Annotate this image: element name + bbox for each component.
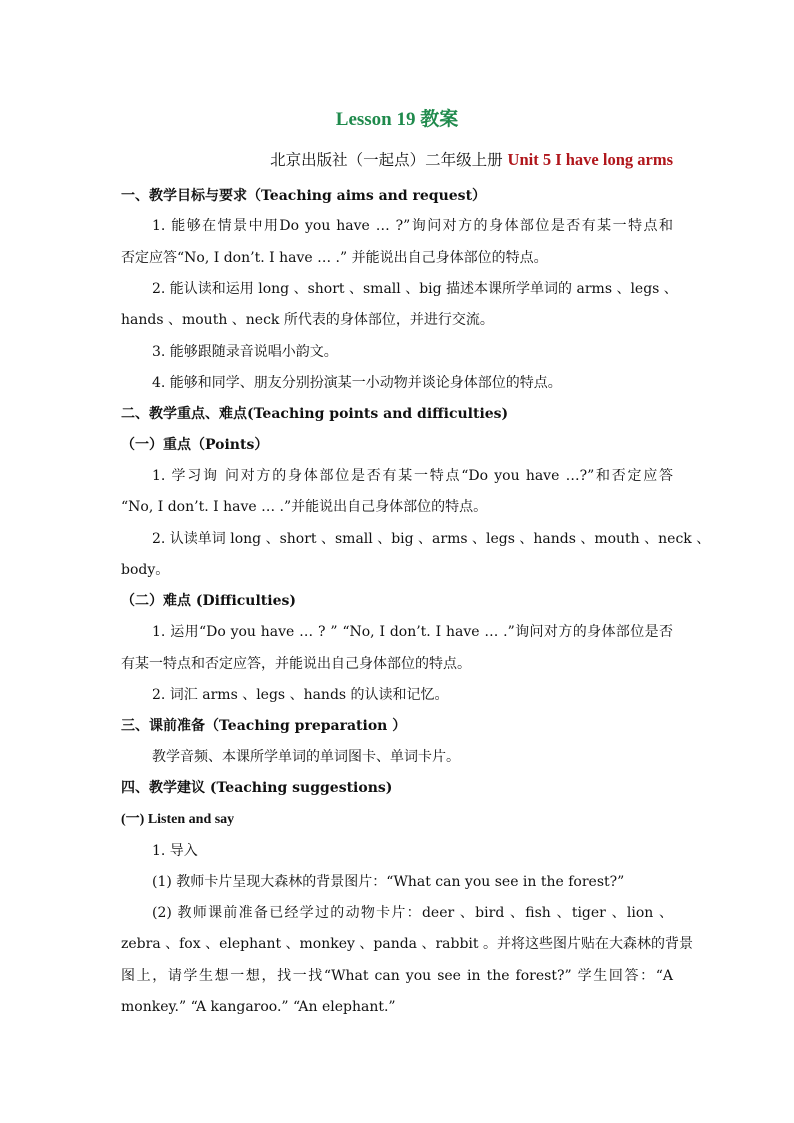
page-title: Lesson 19 教案 xyxy=(335,109,459,130)
paragraph-line: 4. 能够和同学、朋友分别扮演某一小动物并谈论身体部位的特点。 xyxy=(152,375,562,391)
publisher-info: 北京出版社（一起点）二年级上册 xyxy=(270,151,508,169)
subheading-difficulties: （二）难点 (Difficulties) xyxy=(121,593,296,609)
paragraph-line: 1. 导入 xyxy=(152,843,198,859)
subheading-points: （一）重点（Points） xyxy=(121,437,269,453)
paragraph-line: 2. 认读单词 long 、short 、small 、big 、arms 、legs 、hands 、mouth 、neck 、 xyxy=(152,531,711,547)
subheading-listen-and-say: (一) Listen and say xyxy=(121,812,235,827)
paragraph-line: (2) 教师课前准备已经学过的动物卡片：deer 、bird 、fish 、tiger 、lion 、 xyxy=(152,905,673,921)
paragraph-line: zebra 、fox 、elephant 、monkey 、panda 、rabbit 。并将这些图片贴在大森林的背景 xyxy=(121,936,693,952)
section-heading-preparation: 三、课前准备（Teaching preparation ） xyxy=(121,718,407,734)
subtitle xyxy=(270,148,673,170)
paragraph-line: “No, I don’t. I have … .”并能说出自己身体部位的特点。 xyxy=(121,499,488,515)
section-heading-aims: 一、教学目标与要求（Teaching aims and request） xyxy=(121,188,487,204)
paragraph-line: 3. 能够跟随录音说唱小韵文。 xyxy=(152,344,338,360)
paragraph-line: 2. 能认读和运用 long 、short 、small 、big 描述本课所学单词的 arms 、legs 、 xyxy=(152,281,678,297)
paragraph-line: 教学音频、本课所学单词的单词图卡、单词卡片。 xyxy=(152,749,460,765)
paragraph-line: body。 xyxy=(121,562,170,578)
paragraph-line: 图上，请学生想一想，找一找“What can you see in the forest?” 学生回答：“A xyxy=(121,968,673,984)
paragraph-line: 2. 词汇 arms 、legs 、hands 的认读和记忆。 xyxy=(152,687,449,703)
paragraph-line: 否定应答“No, I don’t. I have … .” 并能说出自己身体部位的特点。 xyxy=(121,250,548,266)
paragraph-line: monkey.” “A kangaroo.” “An elephant.” xyxy=(121,999,396,1015)
paragraph-line: (1) 教师卡片呈现大森林的背景图片：“What can you see in the forest?” xyxy=(152,874,625,890)
section-heading-points: 二、教学重点、难点(Teaching points and difficulties) xyxy=(121,406,509,422)
paragraph-line: 有某一特点和否定应答，并能说出自己身体部位的特点。 xyxy=(121,656,471,672)
section-heading-suggestions: 四、教学建议 (Teaching suggestions) xyxy=(121,780,393,796)
paragraph-line: hands 、mouth 、neck 所代表的身体部位，并进行交流。 xyxy=(121,312,494,328)
paragraph-line: 1. 能够在情景中用Do you have … ?”询问对方的身体部位是否有某一特点和 xyxy=(152,218,673,234)
paragraph-line: 1. 运用“Do you have … ? ” “No, I don’t. I have … .”询问对方的身体部位是否 xyxy=(152,624,673,640)
paragraph-line: 1. 学习询 问对方的身体部位是否有某一特点“Do you have …?”和否定应答 xyxy=(152,468,673,484)
unit-title: Unit 5 I have long arms xyxy=(507,150,673,169)
